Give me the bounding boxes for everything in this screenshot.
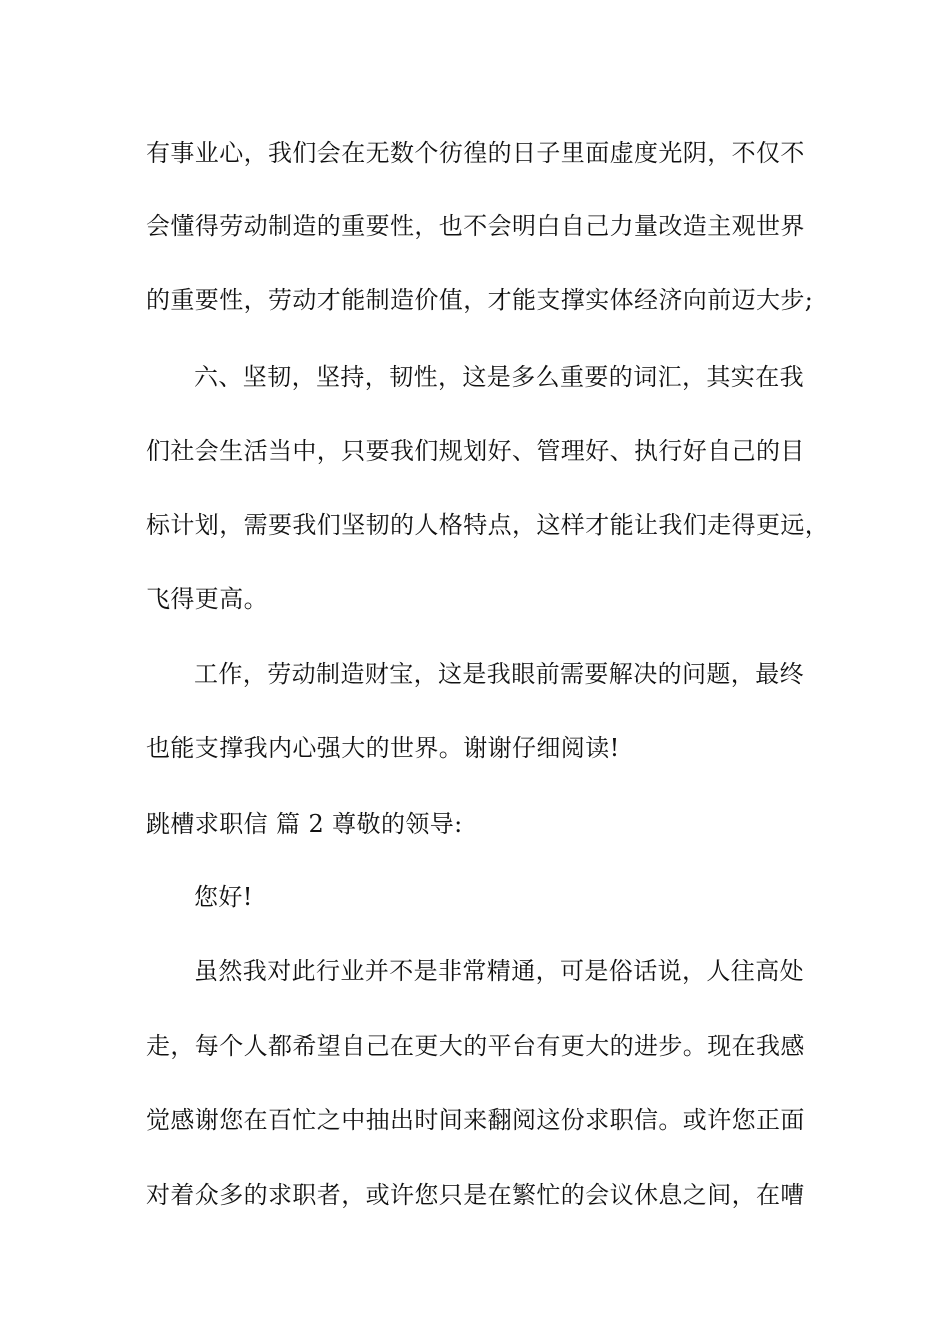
greeting-line: 您好! bbox=[194, 883, 253, 911]
paragraph-line: 也能支撑我内心强大的世界。谢谢仔细阅读! bbox=[146, 734, 620, 762]
paragraph-line: 工作，劳动制造财宝，这是我眼前需要解决的问题，最终 bbox=[194, 660, 804, 688]
section-heading: 跳槽求职信 篇 2 尊敬的领导: bbox=[146, 810, 463, 838]
paragraph-line: 们社会生活当中，只要我们规划好、管理好、执行好自己的目 bbox=[146, 437, 805, 465]
paragraph-line: 有事业心，我们会在无数个彷徨的日子里面虚度光阴，不仅不 bbox=[146, 139, 805, 167]
paragraph-line: 会懂得劳动制造的重要性，也不会明白自己力量改造主观世界 bbox=[146, 212, 805, 240]
paragraph-line: 六、坚韧，坚持，韧性，这是多么重要的词汇，其实在我 bbox=[194, 363, 804, 391]
paragraph-line: 觉感谢您在百忙之中抽出时间来翻阅这份求职信。或许您正面 bbox=[146, 1106, 805, 1134]
paragraph-line: 虽然我对此行业并不是非常精通，可是俗话说，人往高处 bbox=[194, 957, 804, 985]
paragraph-line: 走，每个人都希望自己在更大的平台有更大的进步。现在我感 bbox=[146, 1032, 805, 1060]
paragraph-line: 对着众多的求职者，或许您只是在繁忙的会议休息之间，在嘈 bbox=[146, 1181, 805, 1209]
paragraph-line: 飞得更高。 bbox=[146, 585, 268, 613]
paragraph-line: 的重要性，劳动才能制造价值，才能支撑实体经济向前迈大步; bbox=[146, 286, 814, 314]
paragraph-line: 标计划，需要我们坚韧的人格特点，这样才能让我们走得更远， bbox=[146, 511, 830, 539]
